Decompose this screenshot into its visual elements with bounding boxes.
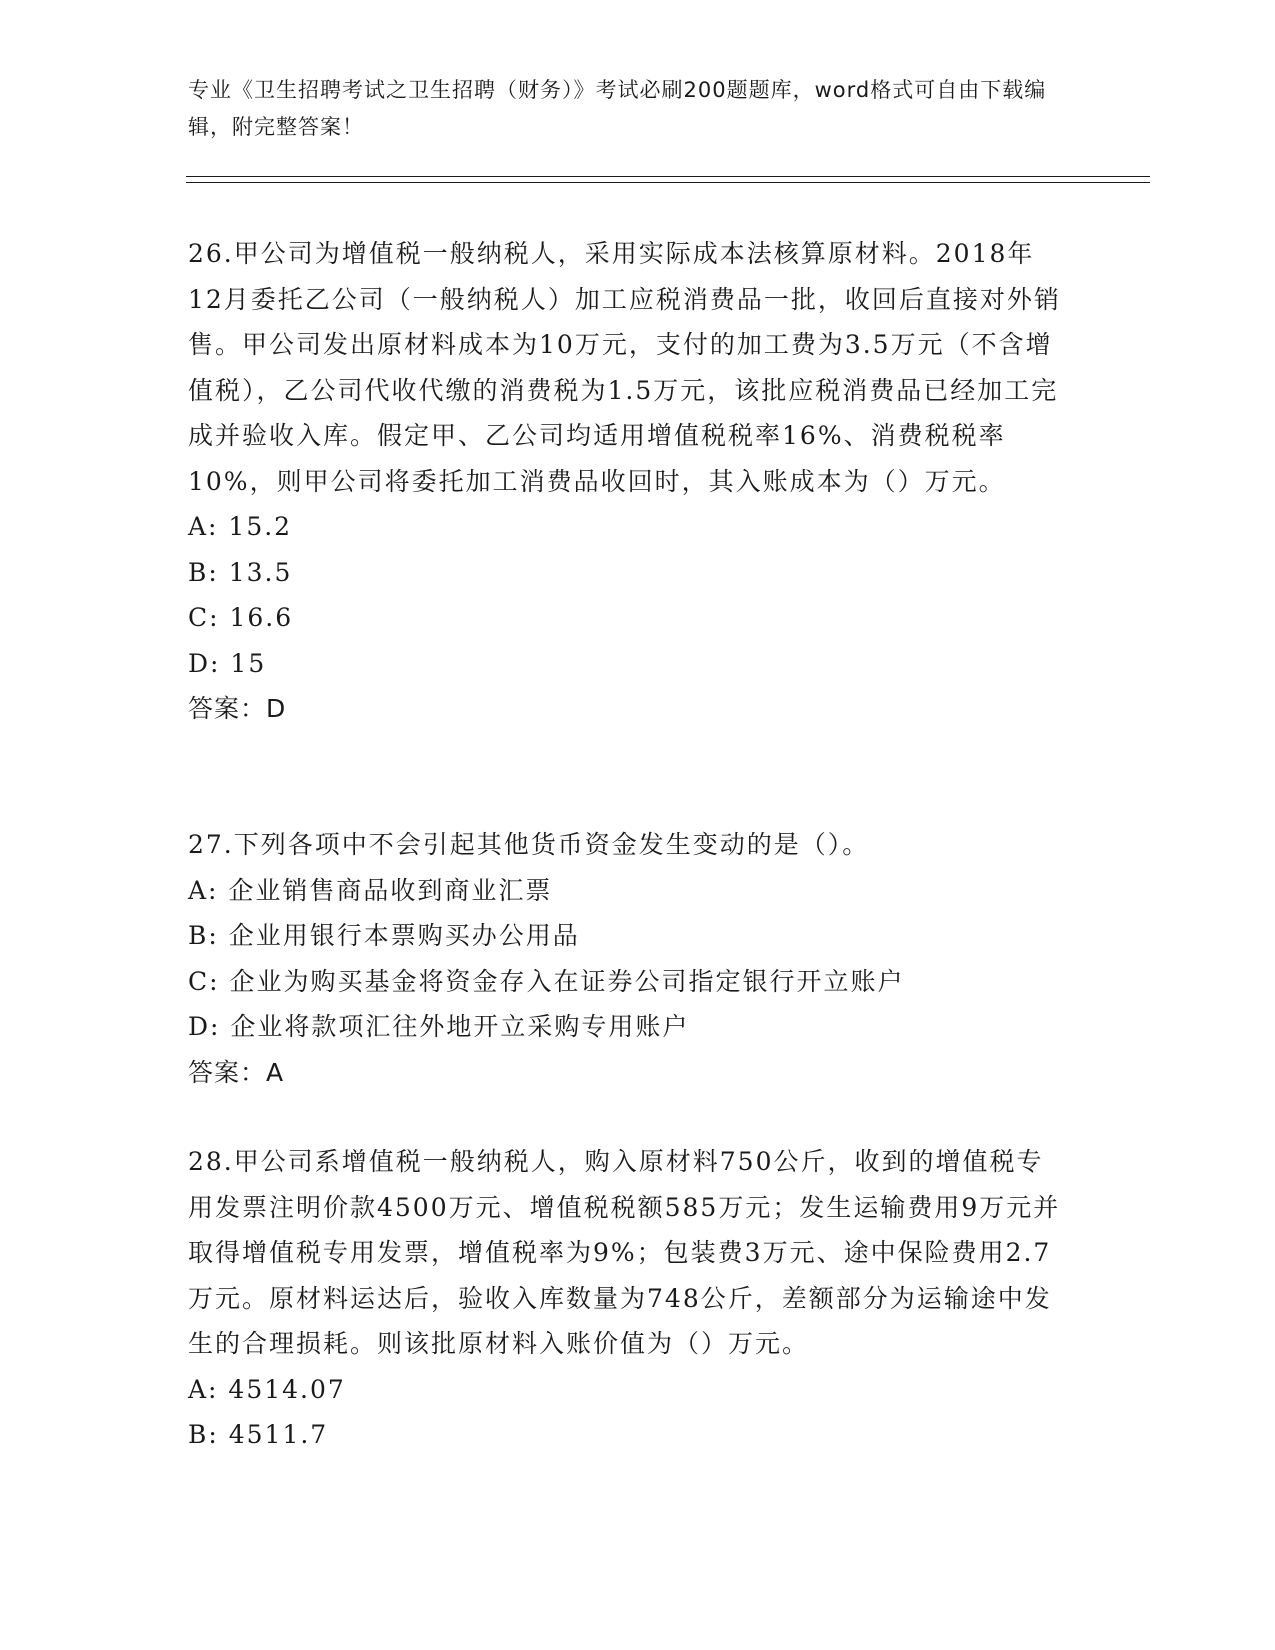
header-divider-bottom (186, 182, 1150, 183)
option-a: A: 4514.07 (188, 1374, 346, 1404)
option-b: B: 企业用银行本票购买办公用品 (188, 921, 580, 950)
option-d: D: 企业将款项汇往外地开立采购专用账户 (188, 1012, 690, 1041)
question-stem: 26.甲公司为增值税一般纳税人，采用实际成本法核算原材料。2018年12月委托乙公司（一般纳税人）加工应税消费品一批，收回后直接对外销售。甲公司发出原材料成本为10万元，支付的加工费为3.5万元（不含增值税），乙公司代收代缴的消费税为1.5万元，该批应税消费品已经加工完成并验收入库。假定甲、乙公司均适用增值税税率16%、消费税税率10%，则甲公司将委托加工消费品收回时，其入账成本为（）万元。 (188, 239, 1061, 496)
option-d: D: 15 (188, 648, 267, 678)
question-28 (188, 1139, 1068, 1458)
question-stem: 28.甲公司系增值税一般纳税人，购入原材料750公斤，收到的增值税专用发票注明价款4500万元、增值税税额585万元；发生运输费用9万元并取得增值税专用发票，增值税率为9%；包装费3万元、途中保险费用2.7万元。原材料运达后，验收入库数量为748公斤，差额部分为运输途中发生的合理损耗。则该批原材料入账价值为（）万元。 (188, 1147, 1061, 1358)
document-header: 专业《卫生招聘考试之卫生招聘（财务）》考试必刷200题题库，word格式可自由下载编辑，附完整答案！ (188, 78, 1047, 139)
answer: 答案：A (188, 1057, 285, 1087)
option-b: B: 13.5 (188, 557, 293, 587)
question-26 (188, 231, 1068, 732)
option-c: C: 16.6 (188, 603, 294, 632)
header-divider-top (186, 176, 1150, 177)
question-27 (188, 822, 1068, 1095)
option-c: C: 企业为购买基金将资金存入在证券公司指定银行开立账户 (188, 966, 905, 996)
question-stem: 27.下列各项中不会引起其他货币资金发生变动的是（）。 (188, 830, 870, 859)
option-a: A: 15.2 (188, 512, 293, 541)
option-b: B: 4511.7 (188, 1420, 329, 1449)
option-a: A: 企业销售商品收到商业汇票 (188, 875, 553, 905)
answer: 答案：D (188, 694, 287, 723)
